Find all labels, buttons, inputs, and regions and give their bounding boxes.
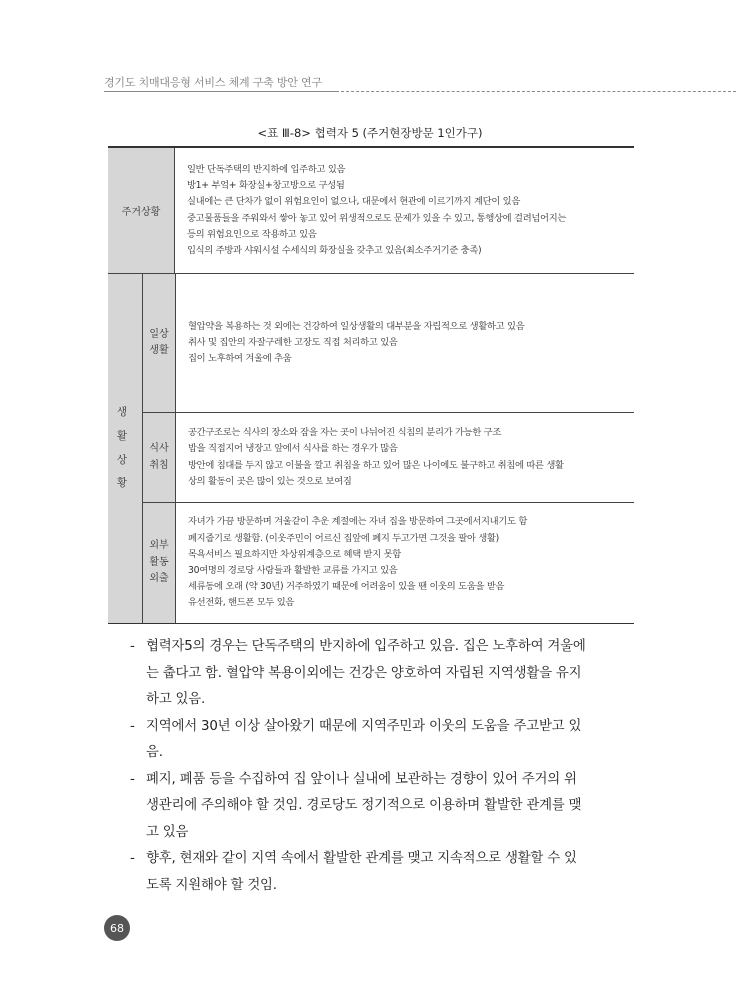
life-group-label [108, 274, 143, 623]
content-line: 등의 위험요인으로 작용하고 있음 [187, 228, 317, 240]
content-line: 공간구조로는 식사의 장소와 잠을 자는 곳이 나뉘어진 식침의 분리가 가능한 구조 [188, 427, 502, 439]
content-line: 집이 노후하여 겨울에 추움 [188, 353, 292, 365]
bullet-text: 협력자5의 경우는 단독주택의 반지하에 입주하고 있음. 집은 노후하여 겨울에 [146, 639, 586, 654]
outside-activity-label [143, 503, 176, 623]
content-line: 유선전화, 핸드폰 모두 있음 [188, 597, 295, 609]
bullet-text: 는 춥다고 함. 혈압약 복용이외에는 건강은 양호하여 자립된 지역생활을 유지 [146, 665, 582, 681]
outside-activity-row [143, 503, 634, 623]
bullet-text: 하고 있음. [146, 692, 206, 707]
bullet-text: 음. [146, 745, 163, 760]
header-dashed-rule [336, 91, 736, 92]
sub-label-text: 일상 생활 [149, 328, 169, 356]
housing-row [108, 148, 634, 274]
bullet-dash: - [130, 639, 135, 654]
bullet-line [104, 661, 636, 688]
sub-label-text: 외부 활동 외출 [149, 540, 169, 585]
header-rule [104, 91, 336, 92]
content-line: 입식의 주방과 샤워시설 수세식의 화장실을 갖추고 있음(최소주거기준 충족) [187, 244, 482, 256]
content-line: 방안에 침대를 두지 않고 이불을 깔고 취침을 하고 있어 많은 나이에도 불구하고 취침에 따른 생활 [188, 459, 564, 471]
bullet-dash: - [130, 718, 135, 734]
bullet-dash: - [130, 851, 135, 866]
running-header: 경기도 치매대응형 서비스 체계 구축 방안 연구 [104, 76, 322, 89]
bullet-line [104, 873, 636, 900]
content-line: 중고물품들을 주워와서 쌓아 놓고 있어 위생적으로도 문제가 있을 수 있고, 통행상에 걸려넘어지는 [187, 212, 567, 224]
content-line: 30여명의 경로당 사람들과 활발한 교류를 가지고 있음 [188, 565, 398, 576]
content-line: 방1+ 부엌+ 화장실+창고방으로 구성됨 [187, 180, 345, 192]
bullet-text: 향후, 현재와 같이 지역 속에서 활발한 관계를 맺고 지속적으로 생활할 수 있 [146, 851, 577, 866]
content-line: 자녀가 가끔 방문하며 겨울같이 추운 계절에는 자녀 집을 방문하여 그곳에서지내기도 함 [188, 516, 528, 528]
housing-label: 주거상황 [108, 148, 175, 273]
case-table [108, 146, 634, 624]
meal-sleep-row [143, 413, 634, 503]
bullet-line [104, 793, 636, 820]
summary-bullets [104, 634, 636, 899]
bullet-text: 생관리에 주의해야 할 것임. 경로당도 정기적으로 이용하며 활발한 관계를 맺 [146, 798, 582, 813]
outside-activity-content [176, 503, 634, 623]
bullet-text: 폐지, 폐품 등을 수집하여 집 앞이나 실내에 보관하는 경향이 있어 주거의 위 [146, 771, 577, 787]
content-line: 폐지줍기로 생활함. (이웃주민이 어르신 집앞에 폐지 두고가면 그것을 팔아 생활) [188, 532, 499, 544]
bullet-dash [104, 740, 146, 767]
daily-life-row [143, 274, 634, 413]
meal-sleep-content [176, 413, 634, 502]
daily-life-label [143, 274, 176, 412]
content-line: 혈압약을 복용하는 것 외에는 건강하여 일상생활의 대부분을 자립적으로 생활하고 있음 [188, 320, 525, 332]
content-line: 목욕서비스 필요하지만 차상위계층으로 혜택 받지 못함 [188, 548, 401, 560]
bullet-dash [104, 661, 146, 688]
bullet-line [104, 767, 636, 794]
content-line: 취사 및 집안의 자잘구레한 고장도 직접 처리하고 있음 [188, 336, 398, 348]
bullet-dash [104, 820, 146, 847]
bullet-line [104, 714, 636, 741]
life-group [108, 274, 634, 623]
table-caption: <표 Ⅲ-8> 협력자 5 (주거현장방문 1인가구) [257, 126, 483, 140]
content-line: 일반 단독주택의 반지하에 입주하고 있음 [187, 163, 346, 175]
bullet-text: 고 있음 [146, 824, 189, 840]
bullet-text: 지역에서 30년 이상 살아왔기 때문에 지역주민과 이웃의 도움을 주고받고 있 [146, 718, 582, 734]
daily-life-content [176, 274, 634, 412]
bullet-line [104, 634, 636, 661]
content-line: 세류동에 오래 (약 30년) 거주하였기 때문에 어려움이 있을 땐 이웃의 도움을 받음 [188, 581, 505, 593]
content-line: 상의 활동이 곳은 많이 있는 것으로 보여짐 [188, 475, 352, 487]
life-sub-rows [143, 274, 634, 623]
bullet-dash: - [130, 771, 135, 787]
content-line: 밥을 직접지어 냉장고 앞에서 식사를 하는 경우가 많음 [188, 443, 398, 455]
bullet-line [104, 846, 636, 873]
bullet-line [104, 687, 636, 714]
bullet-line [104, 820, 636, 847]
bullet-text: 도록 지원해야 할 것임. [146, 877, 277, 893]
bullet-dash [104, 873, 146, 900]
page-number: 68 [104, 915, 130, 941]
content-line: 실내에는 큰 단차가 없이 위험요인이 없으나, 대문에서 현관에 이르기까지 계단이 있음 [187, 196, 521, 208]
bullet-dash [104, 687, 146, 714]
meal-sleep-label [143, 413, 176, 502]
housing-content [175, 148, 634, 273]
bullet-dash [104, 793, 146, 820]
life-label-text: 생 활 상 황 [116, 405, 134, 490]
sub-label-text: 식사 취침 [149, 443, 169, 471]
bullet-line [104, 740, 636, 767]
